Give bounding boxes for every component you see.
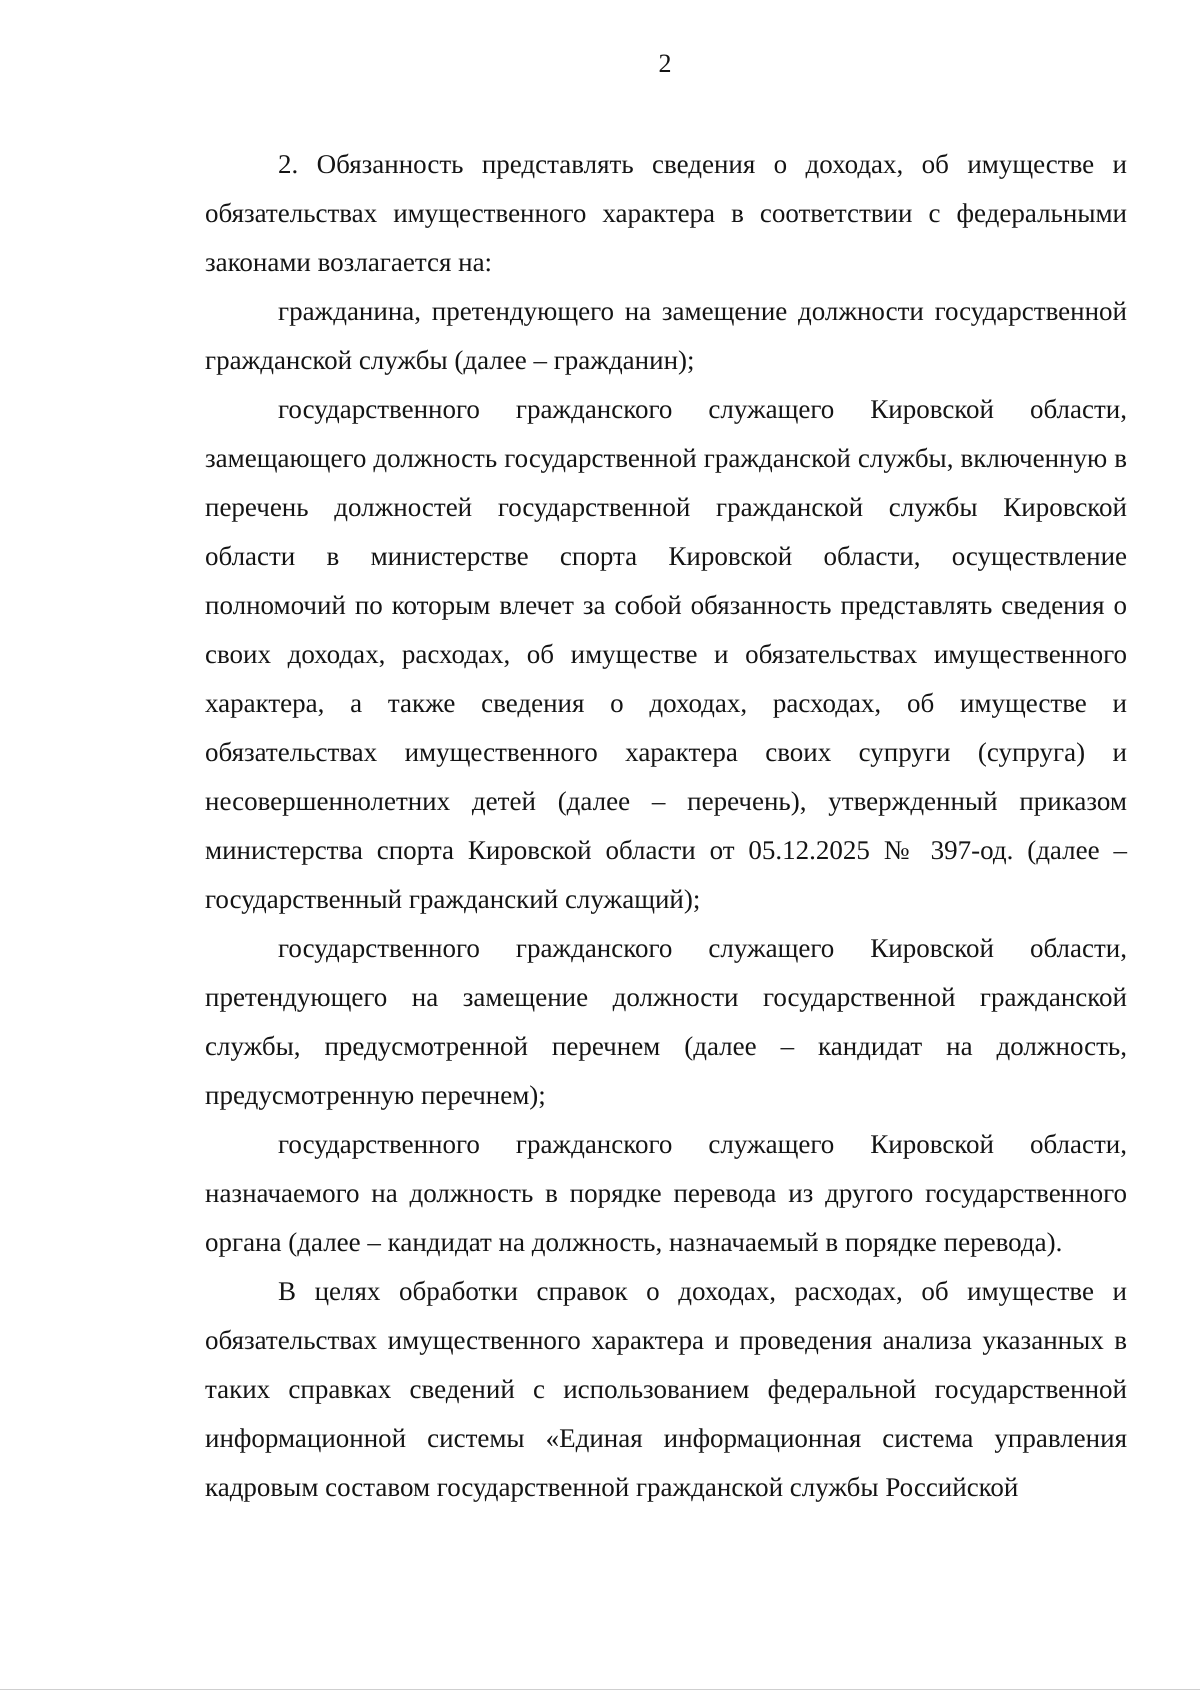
paragraph-candidate-transfer: государственного гражданского служащего Кировской области, назначаемого на должность в порядке перевода из другого государственного органа (далее – кандидат на должность, назначаемый в порядке перевода). [205, 1129, 1127, 1257]
paragraph-obligation-intro: 2. Обязанность представлять сведения о доходах, об имуществе и обязательствах имущественного характера в соответствии с федеральными законами возлагается на: [205, 149, 1127, 277]
paragraph-processing-purpose: В целях обработки справок о доходах, расходах, об имуществе и обязательствах имущественного характера и проведения анализа указанных в таких справках сведений с использованием федеральной государственной информационной системы «Единая информационная система управления кадровым составом государственной гражданской службы Российской [205, 1276, 1127, 1502]
page-number: 2 [658, 49, 672, 78]
document-body [205, 140, 1127, 1512]
page-bottom-edge [0, 1689, 1200, 1690]
paragraph-civil-servant: государственного гражданского служащего Кировской области, замещающего должность государственной гражданской службы, включенную в перечень должностей государственной гражданской службы Кировской области в министерстве спорта Кировской области, осуществление полномочий по которым влечет за собой обязанность представлять сведения о своих доходах, расходах, об имуществе и обязательствах имущественного характера, а также сведения о доходах, расходах, об имуществе и обязательствах имущественного характера своих супруги (супруга) и несовершеннолетних детей (далее – перечень), утвержденный приказом министерства спорта Кировской области от 05.12.2025 № 397-од. (далее – государственный гражданский служащий); [205, 394, 1127, 914]
paragraph-citizen: гражданина, претендующего на замещение должности государственной гражданской службы (далее – гражданин); [205, 296, 1127, 375]
paragraph-candidate-listed-position: государственного гражданского служащего Кировской области, претендующего на замещение должности государственной гражданской службы, предусмотренной перечнем (далее – кандидат на должность, предусмотренную перечнем); [205, 933, 1127, 1110]
